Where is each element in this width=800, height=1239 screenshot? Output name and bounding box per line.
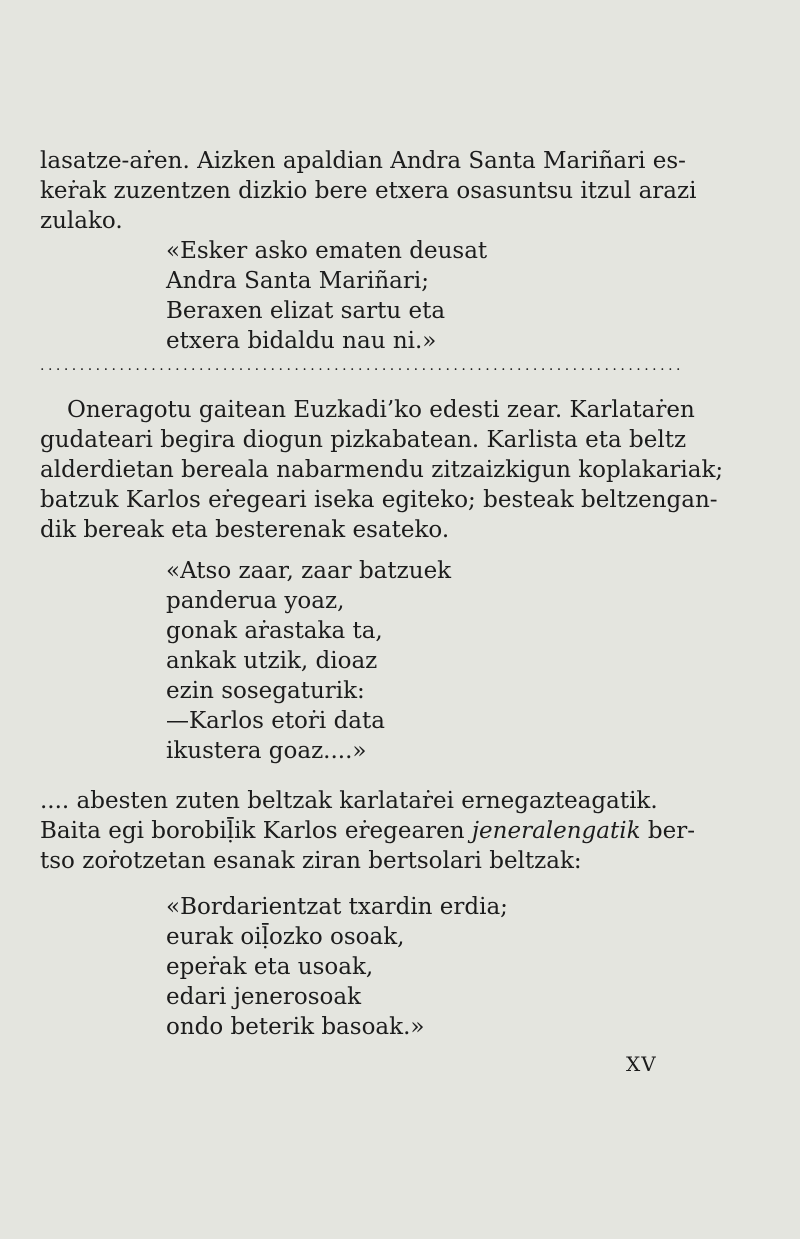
verse-line: ezin sosegaturik: [166,678,365,704]
paragraph-line: batzuk Karlos eṙegeari iseka egiteko; besteak beltzengan- [40,487,718,513]
verse-line: «Bordarientzat txardin erdia; [166,894,508,920]
paragraph-3 [40,786,695,876]
verse-2 [166,556,451,766]
line-text: Baita egi borobiḹik Karlos eṙegearen [40,818,465,844]
line-text: ber- [647,818,695,844]
paragraph-line: keṙak zuzentzen dizkio bere etxera osasuntsu itzul arazi [40,178,697,204]
paragraph-line: gudateari begira diogun pizkabatean. Karlista eta beltz [40,427,687,453]
page-number: XV [626,1052,657,1076]
verse-line: ondo beterik basoak.» [166,1014,425,1040]
verse-line: «Atso zaar, zaar batzuek [166,558,452,584]
dotted-separator: ................................................................................. [40,358,684,374]
paragraph-line-with-emphasis [40,816,695,846]
verse-line: etxera bidaldu nau ni.» [166,328,437,354]
verse-line: eurak oiḹozko osoak, [166,924,405,950]
verse-line: gonak aṙastaka ta, [166,618,383,644]
verse-line: ikustera goaz....» [166,738,367,764]
verse-1 [166,236,487,356]
verse-line: Andra Santa Mariñari; [166,268,429,294]
paragraph-line: zulako. [40,208,123,234]
paragraph-2 [40,425,724,545]
paragraph-2-first-line [67,395,695,425]
paragraph-line: .... abesten zuten beltzak karlataṙei ernegazteagatik. [40,788,658,814]
verse-line: panderua yoaz, [166,588,345,614]
paragraph-1 [40,146,697,236]
verse-line: «Esker asko ematen deusat [166,238,488,264]
paragraph-line: dik bereak eta besterenak esateko. [40,517,450,543]
verse-line: Beraxen elizat sartu eta [166,298,446,324]
verse-3 [166,892,508,1042]
verse-line: edari jenerosoak [166,984,362,1010]
emphasized-word: jeneralengatik [471,818,641,844]
paragraph-line: alderdietan bereala nabarmendu zitzaizkigun koplakariak; [40,457,724,483]
verse-line: —Karlos etoṙi data [166,708,385,734]
verse-line: epeṙak eta usoak, [166,954,374,980]
paragraph-line: Oneragotu gaitean Euzkadi’ko edesti zear. Karlataṙen [67,397,695,423]
paragraph-line: tso zoṙotzetan esanak ziran bertsolari beltzak: [40,848,582,874]
verse-line: ankak utzik, dioaz [166,648,378,674]
paragraph-line: lasatze-aṙen. Aizken apaldian Andra Santa Mariñari es- [40,148,686,174]
